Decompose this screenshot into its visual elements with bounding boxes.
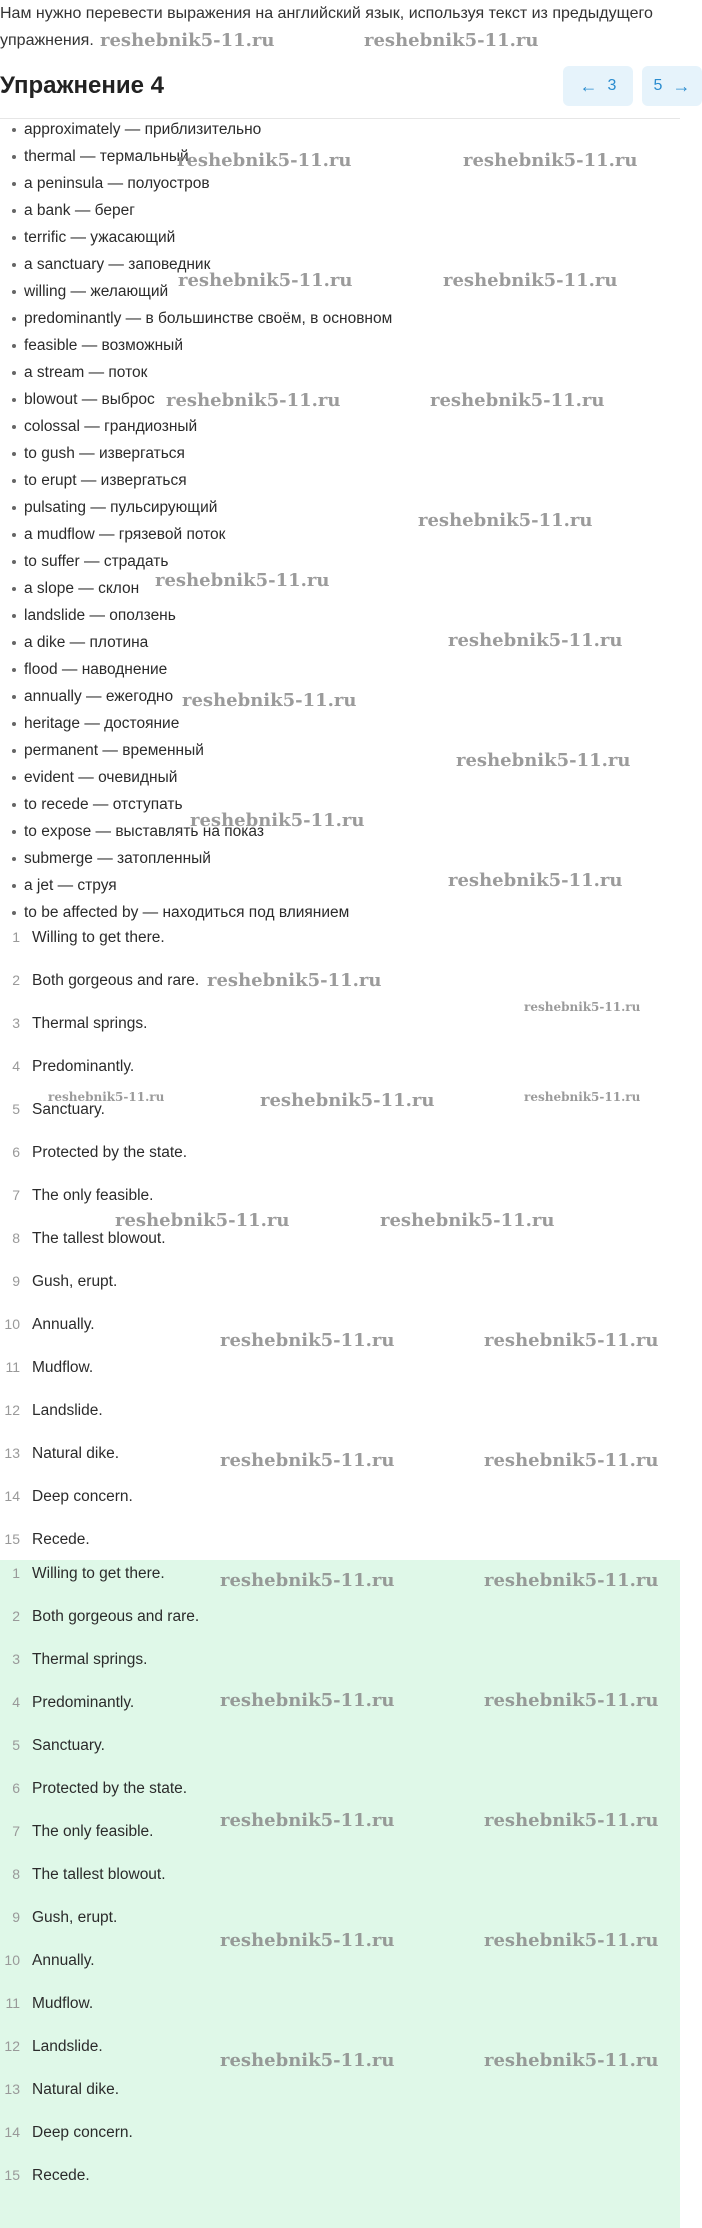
bullet-icon bbox=[12, 317, 16, 321]
watermark: reshebnik5-11.ru bbox=[207, 970, 382, 991]
list-item bbox=[0, 332, 680, 359]
list-item bbox=[0, 656, 680, 683]
exercise-header bbox=[0, 60, 691, 119]
watermark: reshebnik5-11.ru bbox=[484, 2050, 659, 2071]
answer-text: Landslide. bbox=[32, 1402, 103, 1419]
watermark: reshebnik5-11.ru bbox=[364, 30, 539, 51]
answer-number: 7 bbox=[12, 1823, 20, 1839]
watermark: reshebnik5-11.ru bbox=[220, 1450, 395, 1471]
watermark: reshebnik5-11.ru bbox=[430, 390, 605, 411]
answer-text: Sanctuary. bbox=[32, 1101, 105, 1118]
vocab-text: a slope — склон bbox=[24, 580, 140, 597]
answer-text: Thermal springs. bbox=[32, 1015, 148, 1032]
answer-text: Protected by the state. bbox=[32, 1780, 188, 1797]
bullet-icon bbox=[12, 371, 16, 375]
vocab-text: a stream — поток bbox=[24, 364, 148, 381]
vocab-text: annually — ежегодно bbox=[24, 688, 174, 705]
list-item bbox=[0, 116, 680, 143]
watermark: reshebnik5-11.ru bbox=[178, 270, 353, 291]
list-item bbox=[0, 440, 680, 467]
intro-text: Нам нужно перевести выражения на английский язык, используя текст из предыдущего упражнения. bbox=[0, 5, 653, 49]
answer-number: 4 bbox=[12, 1058, 20, 1074]
answer-number: 13 bbox=[4, 1445, 20, 1461]
answer-item bbox=[0, 1483, 680, 1526]
bullet-icon bbox=[12, 182, 16, 186]
answer-number: 12 bbox=[4, 2038, 20, 2054]
watermark: reshebnik5-11.ru bbox=[418, 510, 593, 531]
bullet-icon bbox=[12, 803, 16, 807]
watermark: reshebnik5-11.ru bbox=[260, 1090, 435, 1111]
watermark: reshebnik5-11.ru bbox=[484, 1690, 659, 1711]
prev-exercise-label: 3 bbox=[607, 77, 617, 94]
vocab-text: a dike — плотина bbox=[24, 634, 149, 651]
watermark: reshebnik5-11.ru bbox=[182, 690, 357, 711]
watermark: reshebnik5-11.ru bbox=[220, 1930, 395, 1951]
list-item bbox=[0, 467, 680, 494]
list-item bbox=[0, 413, 680, 440]
list-item bbox=[0, 305, 680, 332]
bullet-icon bbox=[12, 236, 16, 240]
answer-item bbox=[0, 1990, 680, 2033]
list-item bbox=[0, 224, 680, 251]
bullet-icon bbox=[12, 587, 16, 591]
bullet-icon bbox=[12, 344, 16, 348]
answer-text: Protected by the state. bbox=[32, 1144, 188, 1161]
arrow-right-icon: → bbox=[672, 76, 691, 96]
bullet-icon bbox=[12, 776, 16, 780]
vocab-text: to erupt — извергаться bbox=[24, 472, 187, 489]
vocab-text: colossal — грандиозный bbox=[24, 418, 198, 435]
list-item bbox=[0, 845, 680, 872]
answer-text: Recede. bbox=[32, 1531, 90, 1548]
answer-item bbox=[0, 1603, 680, 1646]
list-item bbox=[0, 575, 680, 602]
answer-text: Predominantly. bbox=[32, 1058, 135, 1075]
vocab-text: landslide — оползень bbox=[24, 607, 176, 624]
vocab-text: submerge — затопленный bbox=[24, 850, 211, 867]
bullet-icon bbox=[12, 695, 16, 699]
answer-number: 3 bbox=[12, 1015, 20, 1031]
answer-number: 15 bbox=[4, 1531, 20, 1547]
answer-text: The only feasible. bbox=[32, 1187, 154, 1204]
answer-text: Annually. bbox=[32, 1316, 95, 1333]
watermark: reshebnik5-11.ru bbox=[484, 1810, 659, 1831]
answer-text: Landslide. bbox=[32, 2038, 103, 2055]
answer-text: Recede. bbox=[32, 2167, 90, 2184]
answer-item bbox=[0, 1268, 680, 1311]
watermark: reshebnik5-11.ru bbox=[220, 1810, 395, 1831]
answer-number: 14 bbox=[4, 1488, 20, 1504]
answer-list bbox=[0, 924, 680, 1569]
answer-number: 4 bbox=[12, 1694, 20, 1710]
answer-number: 6 bbox=[12, 1780, 20, 1796]
answer-number: 5 bbox=[12, 1101, 20, 1117]
vocab-text: heritage — достояние bbox=[24, 715, 180, 732]
watermark: reshebnik5-11.ru bbox=[177, 150, 352, 171]
answer-list-highlighted bbox=[0, 1560, 680, 2228]
bullet-icon bbox=[12, 533, 16, 537]
vocab-text: evident — очевидный bbox=[24, 769, 178, 786]
watermark: reshebnik5-11.ru bbox=[220, 1570, 395, 1591]
answer-text: Willing to get there. bbox=[32, 929, 165, 946]
answer-item bbox=[0, 1139, 680, 1182]
watermark: reshebnik5-11.ru bbox=[448, 630, 623, 651]
bullet-icon bbox=[12, 452, 16, 456]
vocab-text: pulsating — пульсирующий bbox=[24, 499, 218, 516]
watermark: reshebnik5-11.ru bbox=[443, 270, 618, 291]
bullet-icon bbox=[12, 857, 16, 861]
answer-number: 15 bbox=[4, 2167, 20, 2183]
answer-item bbox=[0, 1010, 680, 1053]
vocab-text: a mudflow — грязевой поток bbox=[24, 526, 226, 543]
answer-number: 5 bbox=[12, 1737, 20, 1753]
answer-text: Gush, erupt. bbox=[32, 1273, 118, 1290]
answer-text: Willing to get there. bbox=[32, 1565, 165, 1582]
answer-number: 2 bbox=[12, 972, 20, 988]
answer-number: 3 bbox=[12, 1651, 20, 1667]
bullet-icon bbox=[12, 506, 16, 510]
vocab-text: thermal — термальный bbox=[24, 148, 189, 165]
answer-item bbox=[0, 1947, 680, 1990]
answer-text: Natural dike. bbox=[32, 1445, 120, 1462]
watermark: reshebnik5-11.ru bbox=[484, 1330, 659, 1351]
bullet-icon bbox=[12, 668, 16, 672]
answer-text: The tallest blowout. bbox=[32, 1866, 166, 1883]
watermark: reshebnik5-11.ru bbox=[155, 570, 330, 591]
bullet-icon bbox=[12, 128, 16, 132]
watermark: reshebnik5-11.ru bbox=[448, 870, 623, 891]
vocab-text: a bank — берег bbox=[24, 202, 135, 219]
vocab-text: to gush — извергаться bbox=[24, 445, 185, 462]
list-item bbox=[0, 548, 680, 575]
answer-item bbox=[0, 2162, 680, 2205]
vocab-text: to suffer — страдать bbox=[24, 553, 169, 570]
watermark: reshebnik5-11.ru bbox=[48, 1090, 165, 1104]
watermark: reshebnik5-11.ru bbox=[115, 1210, 290, 1231]
answer-number: 11 bbox=[5, 1995, 20, 2011]
answer-number: 8 bbox=[12, 1866, 20, 1882]
answer-item bbox=[0, 1861, 680, 1904]
answer-number: 1 bbox=[12, 929, 20, 945]
answer-text: Mudflow. bbox=[32, 1995, 94, 2012]
next-exercise-label: 5 bbox=[653, 77, 663, 94]
exercise-title: Упражнение 4 bbox=[0, 72, 164, 99]
list-item bbox=[0, 197, 680, 224]
bullet-icon bbox=[12, 263, 16, 267]
vocab-text: to recede — отступать bbox=[24, 796, 183, 813]
answer-text: Predominantly. bbox=[32, 1694, 135, 1711]
vocab-text: a jet — струя bbox=[24, 877, 117, 894]
list-item bbox=[0, 170, 680, 197]
answer-number: 7 bbox=[12, 1187, 20, 1203]
watermark: reshebnik5-11.ru bbox=[484, 1450, 659, 1471]
answer-text: Mudflow. bbox=[32, 1359, 94, 1376]
watermark: reshebnik5-11.ru bbox=[220, 1690, 395, 1711]
answer-number: 2 bbox=[12, 1608, 20, 1624]
answer-number: 13 bbox=[4, 2081, 20, 2097]
bullet-icon bbox=[12, 911, 16, 915]
bullet-icon bbox=[12, 614, 16, 618]
answer-item bbox=[0, 2076, 680, 2119]
list-item bbox=[0, 359, 680, 386]
watermark: reshebnik5-11.ru bbox=[484, 1930, 659, 1951]
bullet-icon bbox=[12, 884, 16, 888]
answer-number: 11 bbox=[5, 1359, 20, 1375]
list-item bbox=[0, 899, 680, 926]
vocab-text: flood — наводнение bbox=[24, 661, 168, 678]
watermark: reshebnik5-11.ru bbox=[484, 1570, 659, 1591]
answer-item bbox=[0, 1732, 680, 1775]
watermark: reshebnik5-11.ru bbox=[524, 1090, 641, 1104]
list-item bbox=[0, 602, 680, 629]
watermark: reshebnik5-11.ru bbox=[190, 810, 365, 831]
answer-item bbox=[0, 1646, 680, 1689]
answer-number: 9 bbox=[12, 1909, 20, 1925]
answer-text: The only feasible. bbox=[32, 1823, 154, 1840]
bullet-icon bbox=[12, 830, 16, 834]
vocab-text: a peninsula — полуостров bbox=[24, 175, 210, 192]
bullet-icon bbox=[12, 398, 16, 402]
bullet-icon bbox=[12, 209, 16, 213]
watermark: reshebnik5-11.ru bbox=[166, 390, 341, 411]
answer-item bbox=[0, 1397, 680, 1440]
answer-text: Annually. bbox=[32, 1952, 95, 1969]
answer-item bbox=[0, 924, 680, 967]
vocab-text: predominantly — в большинстве своём, в основном bbox=[24, 310, 393, 327]
answer-number: 10 bbox=[4, 1316, 20, 1332]
watermark: reshebnik5-11.ru bbox=[220, 2050, 395, 2071]
list-item bbox=[0, 710, 680, 737]
prev-exercise-button[interactable] bbox=[563, 66, 633, 106]
bullet-icon bbox=[12, 425, 16, 429]
vocab-text: willing — желающий bbox=[24, 283, 169, 300]
bullet-icon bbox=[12, 479, 16, 483]
answer-number: 12 bbox=[4, 1402, 20, 1418]
bullet-icon bbox=[12, 722, 16, 726]
answer-item bbox=[0, 1354, 680, 1397]
answer-text: Sanctuary. bbox=[32, 1737, 105, 1754]
answer-text: Gush, erupt. bbox=[32, 1909, 118, 1926]
answer-number: 8 bbox=[12, 1230, 20, 1246]
watermark: reshebnik5-11.ru bbox=[456, 750, 631, 771]
answer-number: 1 bbox=[12, 1565, 20, 1581]
watermark: reshebnik5-11.ru bbox=[100, 30, 275, 51]
vocab-text: blowout — выброс bbox=[24, 391, 155, 408]
answer-item bbox=[0, 2119, 680, 2162]
answer-item bbox=[0, 1182, 680, 1225]
watermark: reshebnik5-11.ru bbox=[463, 150, 638, 171]
bullet-icon bbox=[12, 155, 16, 159]
answer-number: 9 bbox=[12, 1273, 20, 1289]
vocab-text: to expose — выставлять на показ bbox=[24, 823, 264, 840]
vocab-text: approximately — приблизительно bbox=[24, 121, 262, 138]
vocab-text: permanent — временный bbox=[24, 742, 204, 759]
watermark: reshebnik5-11.ru bbox=[220, 1330, 395, 1351]
next-exercise-button[interactable] bbox=[642, 66, 702, 106]
answer-text: Deep concern. bbox=[32, 2124, 133, 2141]
watermark: reshebnik5-11.ru bbox=[524, 1000, 641, 1014]
watermark: reshebnik5-11.ru bbox=[380, 1210, 555, 1231]
vocab-text: a sanctuary — заповедник bbox=[24, 256, 211, 273]
bullet-icon bbox=[12, 749, 16, 753]
answer-number: 14 bbox=[4, 2124, 20, 2140]
vocab-text: terrific — ужасающий bbox=[24, 229, 176, 246]
vocab-text: feasible — возможный bbox=[24, 337, 183, 354]
answer-text: Natural dike. bbox=[32, 2081, 120, 2098]
answer-text: Both gorgeous and rare. bbox=[32, 972, 200, 989]
bullet-icon bbox=[12, 641, 16, 645]
answer-text: Both gorgeous and rare. bbox=[32, 1608, 200, 1625]
answer-text: Deep concern. bbox=[32, 1488, 133, 1505]
answer-number: 10 bbox=[4, 1952, 20, 1968]
bullet-icon bbox=[12, 560, 16, 564]
answer-text: Thermal springs. bbox=[32, 1651, 148, 1668]
bullet-icon bbox=[12, 290, 16, 294]
answer-number: 6 bbox=[12, 1144, 20, 1160]
arrow-left-icon: ← bbox=[579, 76, 598, 96]
answer-item bbox=[0, 1225, 680, 1268]
answer-text: The tallest blowout. bbox=[32, 1230, 166, 1247]
vocab-text: to be affected by — находиться под влиянием bbox=[24, 904, 350, 921]
